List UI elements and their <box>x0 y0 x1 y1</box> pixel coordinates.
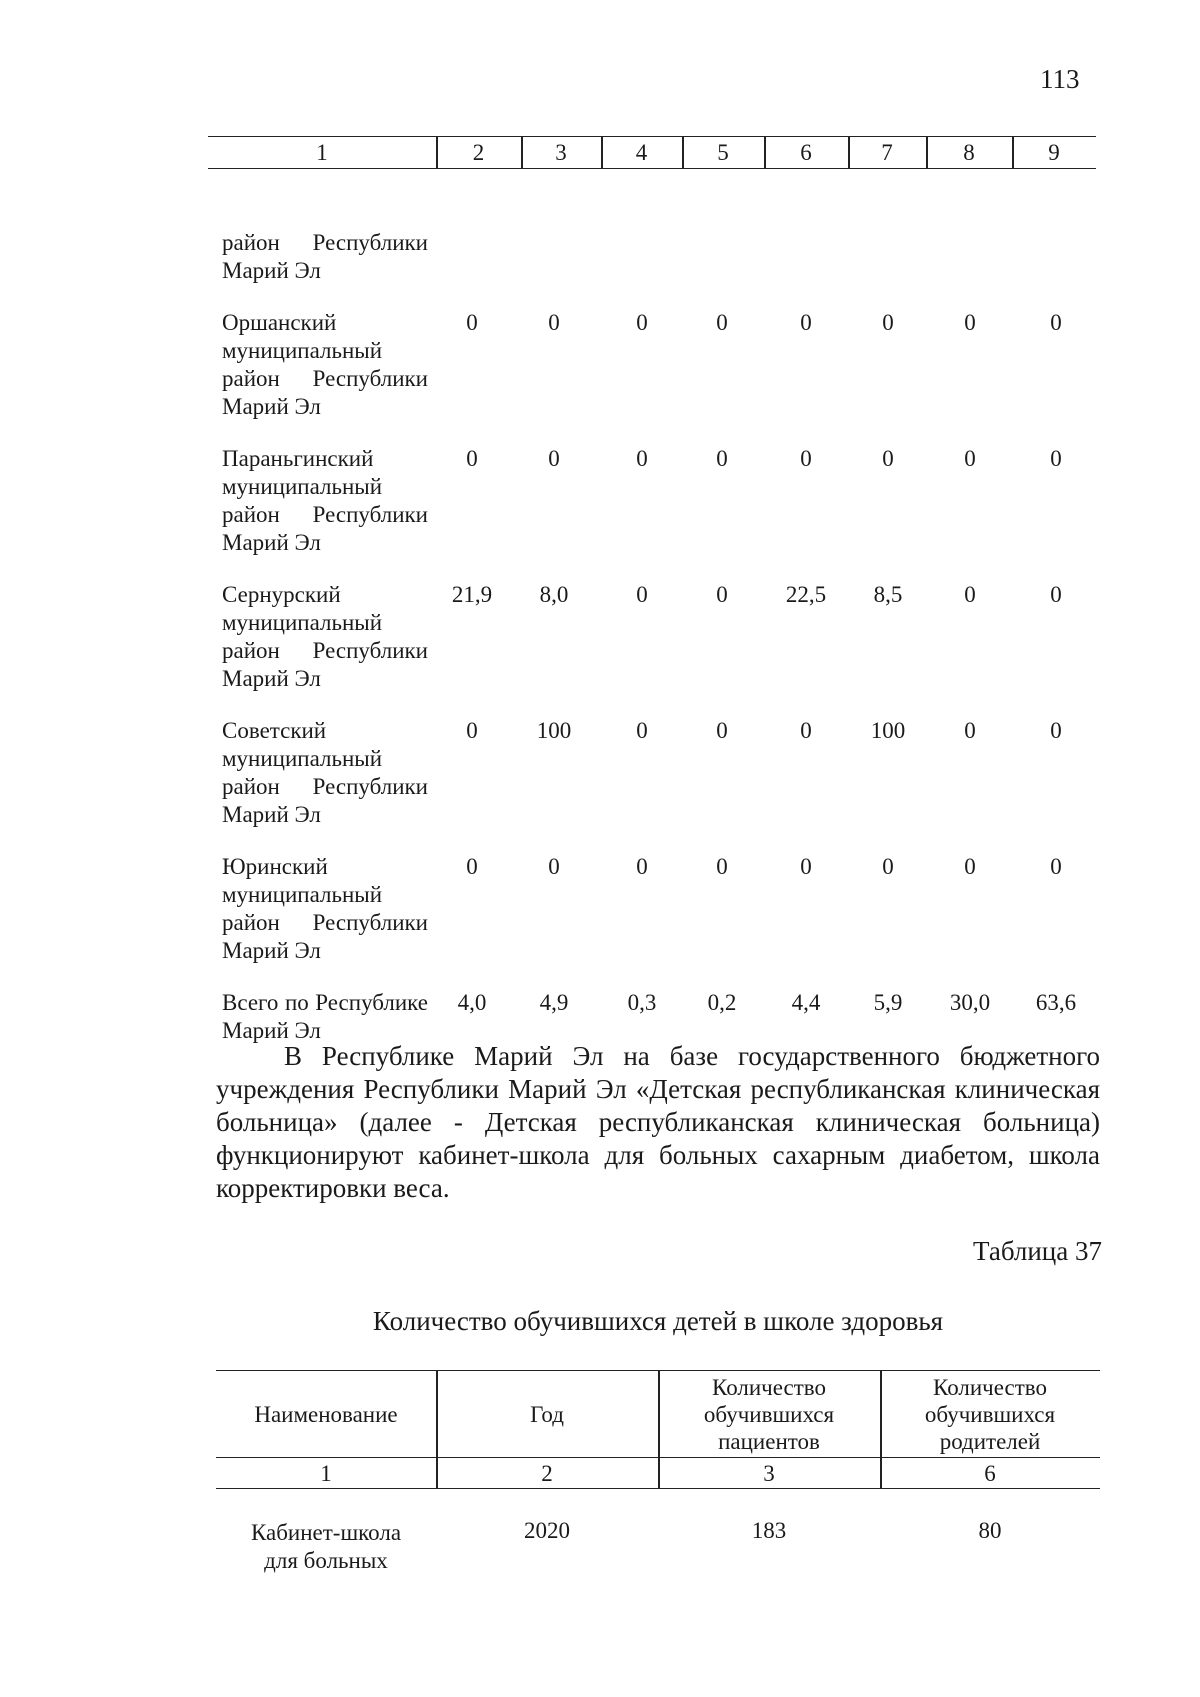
district-name <box>222 581 428 693</box>
district-name-line: Марий Эл <box>222 666 321 691</box>
column-header <box>216 1371 436 1457</box>
district-name-line: район Республики <box>222 230 428 255</box>
table-cell: 100 <box>870 718 906 743</box>
table-cell: 0 <box>466 310 478 335</box>
column-header <box>880 1371 1100 1457</box>
table-cell: 4,4 <box>791 990 821 1015</box>
row-name <box>216 1519 436 1575</box>
district-name <box>222 229 428 285</box>
district-name-line: Марий Эл <box>222 938 321 963</box>
column-divider <box>521 137 523 168</box>
column-header-line: родителей <box>939 1428 1041 1454</box>
column-number: 3 <box>555 140 567 165</box>
district-name-line: Марий Эл <box>222 530 321 555</box>
column-divider <box>658 1458 660 1488</box>
column-divider <box>764 137 766 168</box>
column-header-line: Год <box>530 1401 564 1427</box>
table-cell: 0 <box>716 718 728 743</box>
table-cell: 0 <box>636 854 648 879</box>
column-number: 1 <box>316 140 328 165</box>
column-divider <box>848 137 850 168</box>
district-name-line: район Республики <box>222 638 428 663</box>
column-number: 6 <box>800 140 812 165</box>
table-cell: 0 <box>548 446 560 471</box>
table-cell: 63,6 <box>1035 990 1077 1015</box>
district-name-line: Оршанский <box>222 310 337 335</box>
table-cell: 0 <box>964 310 976 335</box>
table-caption: Количество обучившихся детей в школе здоровья <box>372 1306 944 1336</box>
table-cell: 0 <box>800 446 812 471</box>
district-name-line: Марий Эл <box>222 802 321 827</box>
column-number: 2 <box>472 140 485 165</box>
column-header-line: Количество <box>712 1374 826 1400</box>
row-name-line: Кабинет-школа <box>250 1520 402 1545</box>
table-cell: 0 <box>548 310 560 335</box>
district-name-line: район Республики <box>222 774 428 799</box>
column-divider <box>880 1458 882 1488</box>
table-cell: 30,0 <box>949 990 991 1015</box>
table-number: Таблица 37 <box>973 1236 1102 1266</box>
district-name <box>222 989 428 1045</box>
column-number: 3 <box>763 1460 775 1486</box>
table-cell: 0 <box>964 854 976 879</box>
column-header-line: Количество <box>933 1374 1047 1400</box>
district-name-line: Сернурский <box>222 582 341 607</box>
table-cell: 0 <box>466 854 478 879</box>
district-name <box>222 853 428 965</box>
column-divider <box>682 137 684 168</box>
column-header-line: обучившихся <box>924 1401 1056 1427</box>
table-cell: 0,3 <box>627 990 657 1015</box>
district-name-line: Параньгинский <box>222 446 374 471</box>
table-cell: 0 <box>964 582 976 607</box>
column-number: 4 <box>635 140 648 165</box>
column-number: 6 <box>984 1460 996 1486</box>
table-cell: 0 <box>882 446 894 471</box>
column-divider <box>926 137 928 168</box>
district-name-line: муниципальный <box>222 338 383 363</box>
column-header-line: обучившихся <box>703 1401 835 1427</box>
table-cell: 22,5 <box>785 582 827 607</box>
district-name-line: муниципальный <box>222 474 383 499</box>
table-cell: 0 <box>1050 582 1062 607</box>
column-divider <box>880 1371 882 1457</box>
column-number-row <box>216 1458 1100 1489</box>
table-cell: 0 <box>636 582 648 607</box>
table-cell: 183 <box>751 1518 787 1543</box>
column-number: 1 <box>320 1460 332 1486</box>
column-number-header <box>208 136 1096 169</box>
district-name-line: Марий Эл <box>222 258 321 283</box>
district-name-line: Марий Эл <box>222 394 321 419</box>
column-number: 8 <box>963 140 975 165</box>
table-cell: 8,5 <box>873 582 903 607</box>
table-cell: 2020 <box>524 1518 570 1543</box>
table-cell: 0 <box>716 446 728 471</box>
table-cell: 8,0 <box>539 582 569 607</box>
table-cell: 80 <box>978 1518 1002 1543</box>
district-name-line: муниципальный <box>222 746 383 771</box>
column-divider <box>436 1458 438 1488</box>
district-name-line: муниципальный <box>222 882 383 907</box>
table-cell: 0 <box>800 854 812 879</box>
table-cell: 0 <box>716 854 728 879</box>
table-cell: 4,0 <box>457 990 487 1015</box>
column-number: 9 <box>1048 140 1060 165</box>
row-name-line: для больных <box>264 1548 388 1573</box>
table-cell: 0 <box>548 854 560 879</box>
column-header-line: пациентов <box>718 1428 820 1454</box>
district-name-line: район Республики <box>222 910 428 935</box>
table-cell: 0 <box>466 446 478 471</box>
page-number: 113 <box>1040 64 1080 94</box>
column-header <box>436 1371 658 1457</box>
column-divider <box>1012 137 1014 168</box>
district-name-line: Марий Эл <box>222 1018 321 1043</box>
table-cell: 5,9 <box>873 990 903 1015</box>
table-body <box>216 1489 1100 1609</box>
district-name-line: Юринский <box>222 854 328 879</box>
health-school-table <box>216 1370 1100 1609</box>
district-name-line: муниципальный <box>222 610 383 635</box>
column-divider <box>436 1371 438 1457</box>
table-cell: 0 <box>716 310 728 335</box>
table-cell: 0 <box>466 718 478 743</box>
district-name-line: Советский <box>222 718 327 743</box>
district-table <box>208 136 1096 1043</box>
column-divider <box>658 1371 660 1457</box>
body-paragraph: В Республике Марий Эл на базе государственного бюджетного учреждения Республики Марий Эл «Детская республиканская клиническая больница» (далее - Детская республиканская клиническая больница) функционируют кабинет-школа для больных сахарным диабетом, школа корректировки веса. <box>216 1041 1100 1203</box>
column-header-line: Наименование <box>254 1401 398 1427</box>
column-divider <box>601 137 603 168</box>
district-name <box>222 309 428 421</box>
table-cell: 4,9 <box>539 990 569 1015</box>
table-cell: 0 <box>800 718 812 743</box>
table-cell: 0 <box>1050 718 1062 743</box>
district-name-line: Всего по Республике <box>222 990 428 1015</box>
district-name-line: район Республики <box>222 366 428 391</box>
district-name <box>222 445 428 557</box>
table-cell: 0 <box>1050 310 1062 335</box>
table-cell: 0 <box>964 718 976 743</box>
table-cell: 0 <box>716 582 728 607</box>
table-cell: 0 <box>1050 446 1062 471</box>
column-divider <box>436 137 438 168</box>
table-cell: 0 <box>882 310 894 335</box>
table-cell: 0 <box>1050 854 1062 879</box>
table-cell: 0 <box>636 718 648 743</box>
column-header <box>658 1371 880 1457</box>
table-cell: 0 <box>800 310 812 335</box>
table-cell: 0 <box>882 854 894 879</box>
district-name-line: район Республики <box>222 502 428 527</box>
table-cell: 100 <box>536 718 572 743</box>
column-number: 2 <box>541 1460 553 1486</box>
column-number: 5 <box>717 140 729 165</box>
column-number: 7 <box>881 140 893 165</box>
table-cell: 21,9 <box>451 582 493 607</box>
table-cell: 0,2 <box>707 990 737 1015</box>
table-header <box>216 1370 1100 1458</box>
table-cell: 0 <box>636 310 648 335</box>
district-name <box>222 717 428 829</box>
table-cell: 0 <box>636 446 648 471</box>
table-cell: 0 <box>964 446 976 471</box>
